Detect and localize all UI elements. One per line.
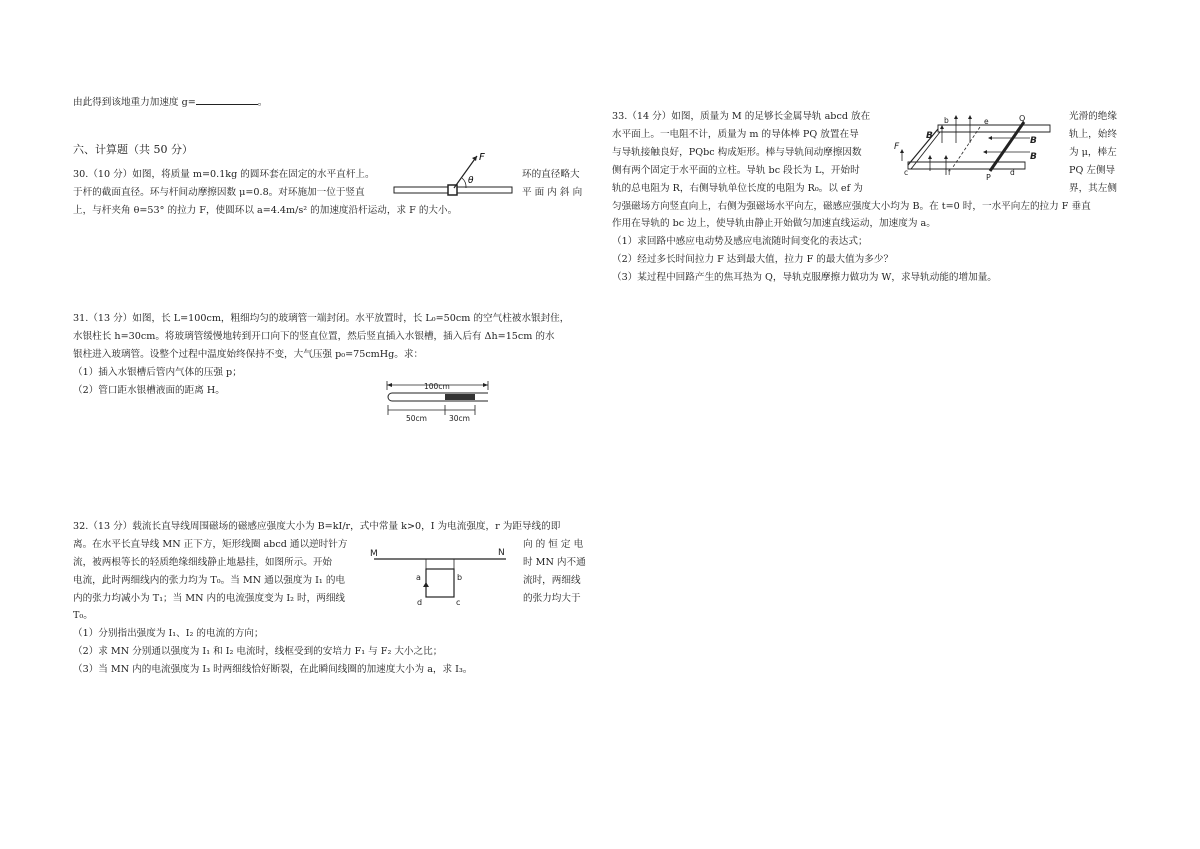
q30-ring-figure bbox=[392, 146, 517, 202]
label-d: d bbox=[417, 598, 423, 607]
rod-PQ bbox=[990, 122, 1024, 171]
current-arrow bbox=[423, 582, 429, 587]
q33-line1: 33.（14 分）如图，质量为 M 的足够长金属导轨 abcd 放在 bbox=[612, 111, 871, 122]
air-length-label: 50cm bbox=[406, 414, 427, 423]
q32-sub3: （3）当 MN 内的电流强度为 I₃ 时两细线恰好断裂，在此瞬间线圈的加速度大小为 a，求 I₃。 bbox=[73, 664, 473, 675]
coil-abcd bbox=[426, 569, 454, 597]
label-b: b bbox=[944, 116, 949, 125]
q32-line2: 离。在水平长直导线 MN 正下方，矩形线圈 abcd 通以逆时针方 bbox=[73, 539, 348, 550]
q31-sub2: （2）管口距水银槽液面的距离 H。 bbox=[73, 385, 225, 396]
label-f: f bbox=[948, 168, 951, 177]
label-c: c bbox=[904, 168, 909, 177]
q33-line3-right: 为 μ，棒左 bbox=[1069, 147, 1117, 158]
q31-line2: 水银柱长 h=30cm。将玻璃管缓慢地转到开口向下的竖直位置，然后竖直插入水银槽，插入后有 Δh=15cm 的水 bbox=[73, 331, 555, 342]
q32-line4-right: 流时，两细线 bbox=[523, 575, 581, 586]
q33-line6: 匀强磁场方向竖直向上，右侧为强磁场水平向左，磁感应强度大小均为 B。在 t=0 时，一水平向左的拉力 F 垂直 bbox=[612, 201, 1091, 212]
q31-line1: 31.（13 分）如图，长 L=100cm，粗细均匀的玻璃管一端封闭。水平放置时，长 L₀=50cm 的空气柱被水银封住， bbox=[73, 313, 570, 324]
label-M: M bbox=[370, 549, 378, 559]
label-Q: Q bbox=[1019, 114, 1026, 123]
label-e: e bbox=[984, 117, 989, 126]
q30-line2: 于杆的截面直径。环与杆间动摩擦因数 μ=0.8。对环施加一位于竖直 bbox=[73, 187, 365, 198]
gravity-suffix: 。 bbox=[257, 97, 268, 108]
boundary-ef bbox=[953, 127, 980, 167]
q33-sub1: （1）求回路中感应电动势及感应电流随时间变化的表达式； bbox=[612, 236, 868, 247]
label-B-left: B bbox=[926, 131, 933, 141]
force-label: F bbox=[479, 152, 485, 163]
label-c: c bbox=[456, 598, 461, 607]
q32-line3: 流，被两根等长的轻质绝缘细线静止地悬挂，如图所示。开始 bbox=[73, 557, 333, 568]
q33-line5-right: 界，其左侧 bbox=[1069, 183, 1117, 194]
q33-line4: 侧有两个固定于水平面的立柱。导轨 bc 段长为 L，开始时 bbox=[612, 165, 860, 176]
mercury-length-label: 30cm bbox=[449, 414, 470, 423]
label-B-right-bottom: B bbox=[1030, 152, 1037, 162]
q33-line5: 轨的总电阻为 R，右侧导轨单位长度的电阻为 R₀。以 ef 为 bbox=[612, 183, 863, 194]
label-a: a bbox=[416, 573, 421, 582]
label-b: b bbox=[457, 573, 463, 582]
q33-line2-right: 轨上，始终 bbox=[1069, 129, 1117, 140]
q33-rail-figure bbox=[890, 113, 1060, 181]
q33-sub3: （3）某过程中回路产生的焦耳热为 Q，导轨克服摩擦力做功为 W，求导轨动能的增加量。 bbox=[612, 272, 997, 283]
answer-blank[interactable] bbox=[196, 94, 258, 105]
q30-line2-right: 平 面 内 斜 向 bbox=[522, 187, 583, 198]
q32-line2-right: 向 的 恒 定 电 bbox=[523, 539, 584, 550]
rail-bottom bbox=[908, 162, 1025, 169]
label-F: F bbox=[894, 142, 900, 152]
mercury-column bbox=[445, 394, 475, 400]
gravity-prefix: 由此得到该地重力加速度 g= bbox=[73, 97, 196, 108]
q32-line6: T₀。 bbox=[73, 610, 93, 621]
label-B-right-top: B bbox=[1030, 136, 1037, 146]
gravity-answer-line bbox=[73, 94, 267, 112]
q31-tube-figure bbox=[382, 376, 492, 426]
label-N: N bbox=[498, 548, 505, 558]
q33-line4-right: PQ 左侧导 bbox=[1069, 165, 1116, 176]
q32-coil-figure bbox=[366, 542, 516, 608]
q30-line3: 上，与杆夹角 θ=53° 的拉力 F，使圆环以 a=4.4m/s² 的加速度沿杆运动，求 F 的大小。 bbox=[73, 205, 458, 216]
q32-sub2: （2）求 MN 分别通以强度为 I₁ 和 I₂ 电流时，线框受到的安培力 F₁ 与 F₂ 大小之比； bbox=[73, 646, 443, 657]
label-d: d bbox=[1010, 168, 1015, 177]
q32-line3-right: 时 MN 内不通 bbox=[523, 557, 586, 568]
q31-sub1: （1）插入水银槽后管内气体的压强 p； bbox=[73, 367, 242, 378]
label-P: P bbox=[986, 173, 991, 181]
q32-line5: 内的张力均减小为 T₁；当 MN 内的电流强度变为 I₂ 时，两细线 bbox=[73, 593, 346, 604]
q32-line5-right: 的张力均大于 bbox=[523, 593, 581, 604]
q30-line1-right: 环的直径略大 bbox=[522, 169, 580, 180]
q32-sub1: （1）分别指出强度为 I₁、I₂ 的电流的方向； bbox=[73, 628, 264, 639]
q30-line1: 30.（10 分）如图，将质量 m=0.1kg 的圆环套在固定的水平直杆上。 bbox=[73, 169, 375, 180]
angle-label: θ bbox=[468, 176, 474, 186]
section-title: 六、计算题（共 50 分） bbox=[73, 143, 193, 156]
q32-line1: 32.（13 分）载流长直导线周围磁场的磁感应强度大小为 B=kI/r，式中常量 k>0，I 为电流强度，r 为距导线的即 bbox=[73, 521, 561, 532]
field-arrows-up bbox=[930, 117, 970, 175]
rail-top bbox=[938, 125, 1050, 132]
q32-line4: 电流，此时两细线内的张力均为 T₀。当 MN 通以强度为 I₁ 的电 bbox=[73, 575, 346, 586]
total-length-label: 100cm bbox=[424, 382, 450, 391]
q31-line3: 银柱进入玻璃管。设整个过程中温度始终保持不变，大气压强 p₀=75cmHg。求： bbox=[73, 349, 424, 360]
q33-line7: 作用在导轨的 bc 边上，使导轨由静止开始做匀加速直线运动，加速度为 a。 bbox=[612, 218, 936, 229]
q33-line2: 水平面上。一电阻不计，质量为 m 的导体棒 PQ 放置在导 bbox=[612, 129, 859, 140]
q33-line3: 与导轨接触良好，PQbc 构成矩形。棒与导轨间动摩擦因数 bbox=[612, 147, 862, 158]
q33-line1-right: 光滑的绝缘 bbox=[1069, 111, 1117, 122]
q33-sub2: （2）经过多长时间拉力 F 达到最大值，拉力 F 的最大值为多少？ bbox=[612, 254, 894, 265]
segment-bc bbox=[908, 129, 938, 165]
